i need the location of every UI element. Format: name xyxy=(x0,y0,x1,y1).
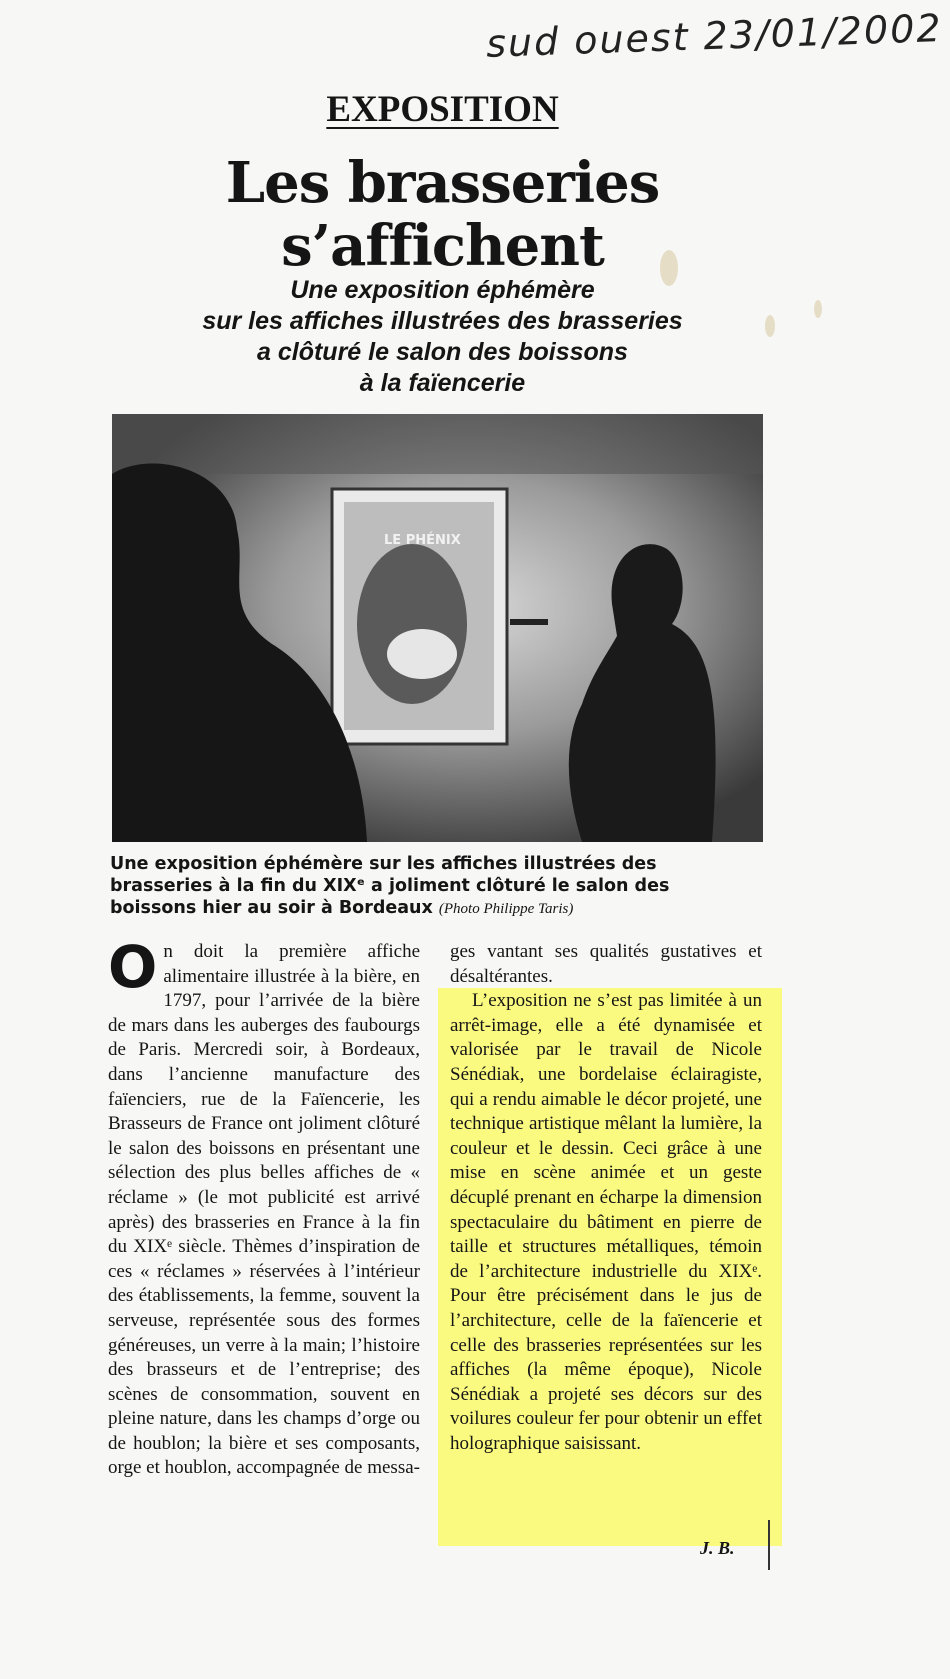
column-2-continuation: ges vantant ses qualités gustatives et désaltérantes. xyxy=(450,941,762,987)
subhead-line: à la faïencerie xyxy=(359,369,526,397)
headline xyxy=(0,152,885,278)
headline-line-2: s’affichent xyxy=(281,213,604,279)
subhead-line: Une exposition éphémère xyxy=(290,276,595,304)
article-photo xyxy=(112,414,763,842)
article-column-2 xyxy=(450,940,762,1456)
subhead-line: a clôturé le salon des boissons xyxy=(257,338,628,366)
photo-illustration xyxy=(112,414,763,842)
photo-credit: (Photo Philippe Taris) xyxy=(438,901,574,917)
article-column-1 xyxy=(108,933,420,1481)
section-kicker: EXPOSITION xyxy=(326,89,559,130)
subhead-line: sur les affiches illustrées des brasseries xyxy=(202,307,683,335)
photo-caption xyxy=(110,853,760,920)
caption-text: Une exposition éphémère sur les affiches illustrées des brasseries à la fin du XIXᵉ a joliment clôturé le salon des boissons hier au soir à Bordeaux xyxy=(110,854,670,918)
column-1-text: n doit la première affiche alimentaire illustrée à la bière, en 1797, pour l’arrivée de la bière de mars dans les auberges des faubourgs de Paris. Mercredi soir, à Bordeaux, dans l’ancienne manufacture des faïenciers, rue de la Faïencerie, les Brasseurs de France ont joliment clôturé le salon des boissons en présentant une sélection des plus belles affiches de « réclame » (le mot publicité est arrivé après) des brasseries en France à la fin du XIXᵉ siècle. Thèmes d’inspiration de ces « réclames » réservées à l’intérieur des établissements, la femme, souvent la serveuse, représentée sous des formes généreuses, un verre à la main; l’histoire des brasseurs et de l’entreprise; des scènes de consommation, souvent en pleine nature, dans les champs d’orge ou de houblon; la bière et ses composants, orge et houblon, accompagnée de messa- xyxy=(108,941,420,1479)
handwritten-date-note: sud ouest 23/01/2002 xyxy=(485,5,944,66)
author-signature: J. B. xyxy=(700,1538,735,1558)
column-rule xyxy=(768,1520,770,1570)
poster-title: LE PHÉNIX xyxy=(384,533,461,548)
drop-cap: O xyxy=(108,933,158,1001)
headline-line-1: Les brasseries xyxy=(225,150,660,216)
column-2-paragraph: L’exposition ne s’est pas limitée à un arrêt-image, elle a été dynamisée et valorisée par le travail de Nicole Sénédiak, une bordelaise éclairagiste, qui a rendu aimable le décor projeté, une technique artistique mêlant la lumière, la couleur et le dessin. Ceci grâce à une mise en scène animée et un geste décuplé prenant en écharpe la dimension spectaculaire du bâtiment en pierre de taille et structures métalliques, témoin de l’architecture industrielle du XIXᵉ. Pour être précisément dans le jus de l’architecture, celle de la faïencerie et celle des brasseries représentées sur les affiches (la même époque), Nicole Sénédiak a projeté ses décors sur des voilures couleur fer pour obtenir un effet holographique saisissant. xyxy=(450,990,762,1454)
framed-poster xyxy=(332,489,507,744)
subheadline xyxy=(0,275,885,399)
